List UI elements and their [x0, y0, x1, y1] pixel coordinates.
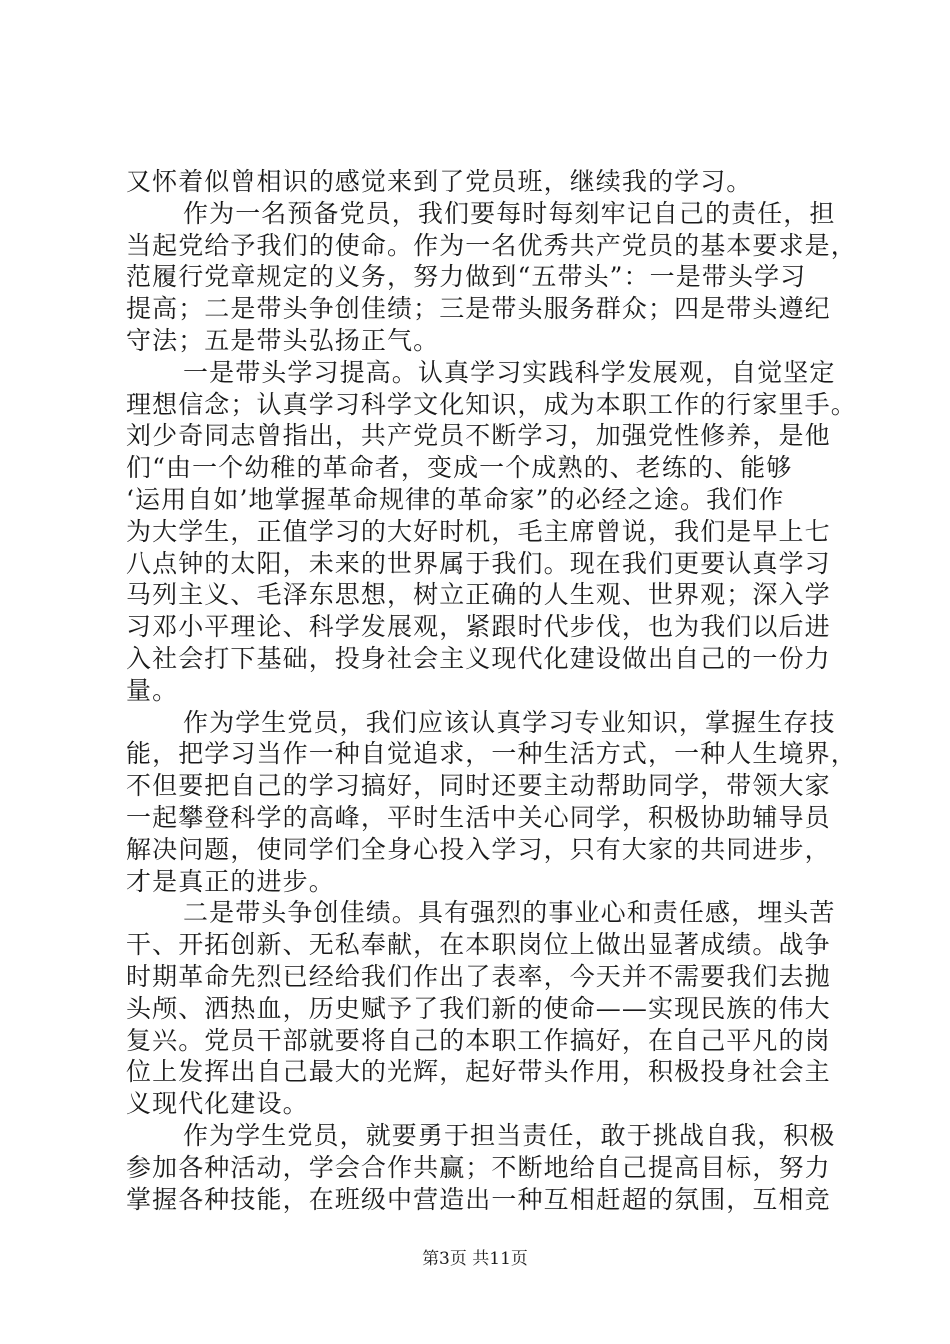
text-line: 理想信念；认真学习科学文化知识，成为本职工作的行家里手。	[126, 389, 857, 419]
text-line: 不但要把自己的学习搞好，同时还要主动帮助同学，带领大家	[126, 771, 831, 801]
text-line: 们“由一个幼稚的革命者，变成一个成熟的、老练的、能够	[126, 453, 793, 483]
text-line: 参加各种活动，学会合作共赢；不断地给自己提高目标，努力	[126, 1152, 831, 1182]
text-line: 二是带头争创佳绩。具有强烈的事业心和责任感，埋头苦	[183, 898, 836, 928]
text-line: 才是真正的进步。	[126, 866, 335, 896]
text-line: 复兴。党员干部就要将自己的本职工作搞好，在自己平凡的岗	[126, 1025, 831, 1055]
text-line: 入社会打下基础，投身社会主义现代化建设做出自己的一份力	[126, 643, 831, 673]
text-line: ‘运用自如’地掌握革命规律的革命家”的必经之途。我们作	[126, 484, 785, 514]
text-line: 义现代化建设。	[126, 1089, 309, 1119]
text-line: 当起党给予我们的使命。作为一名优秀共产党员的基本要求是，	[126, 230, 857, 260]
text-line: 作为学生党员，我们应该认真学习专业知识，掌握生存技	[183, 707, 836, 737]
text-line: 又怀着似曾相识的感觉来到了党员班，继续我的学习。	[126, 167, 753, 196]
text-line: 解决问题，使同学们全身心投入学习，只有大家的共同进步，	[126, 834, 831, 864]
text-line: 作为学生党员，就要勇于担当责任，敢于挑战自我，积极	[183, 1120, 836, 1150]
document-body	[126, 166, 857, 1215]
text-line: 为大学生，正值学习的大好时机，毛主席曾说，我们是早上七	[126, 516, 831, 546]
text-line: 马列主义、毛泽东思想，树立正确的人生观、世界观；深入学	[126, 580, 831, 610]
page-footer: 第3页 共11页	[422, 1249, 528, 1269]
text-line: 一起攀登科学的高峰，平时生活中关心同学，积极协助辅导员	[126, 802, 831, 832]
text-line: 习邓小平理论、科学发展观，紧跟时代步伐，也为我们以后进	[126, 612, 831, 642]
text-line: 提高；二是带头争创佳绩；三是带头服务群众；四是带头遵纪	[126, 294, 831, 324]
text-line: 作为一名预备党员，我们要每时每刻牢记自己的责任，担	[183, 198, 836, 228]
text-line: 八点钟的太阳，未来的世界属于我们。现在我们更要认真学习	[126, 548, 831, 578]
text-line: 位上发挥出自己最大的光辉，起好带头作用，积极投身社会主	[126, 1057, 831, 1087]
text-line: 干、开拓创新、无私奉献，在本职岗位上做出显著成绩。战争	[126, 930, 831, 960]
text-line: 范履行党章规定的义务，努力做到“五带头”：一是带头学习	[126, 262, 807, 292]
text-line: 头颅、洒热血，历史赋予了我们新的使命——实现民族的伟大	[126, 993, 831, 1023]
text-line: 守法；五是带头弘扬正气。	[126, 325, 440, 355]
text-line: 刘少奇同志曾指出，共产党员不断学习，加强党性修养，是他	[126, 421, 831, 451]
text-line: 一是带头学习提高。认真学习实践科学发展观，自觉坚定	[183, 357, 836, 387]
text-line: 量。	[126, 675, 179, 705]
text-line: 时期革命先烈已经给我们作出了表率，今天并不需要我们去抛	[126, 961, 831, 991]
text-line: 掌握各种技能，在班级中营造出一种互相赶超的氛围，互相竞	[126, 1184, 831, 1214]
text-line: 能，把学习当作一种自觉追求，一种生活方式，一种人生境界，	[126, 739, 857, 769]
